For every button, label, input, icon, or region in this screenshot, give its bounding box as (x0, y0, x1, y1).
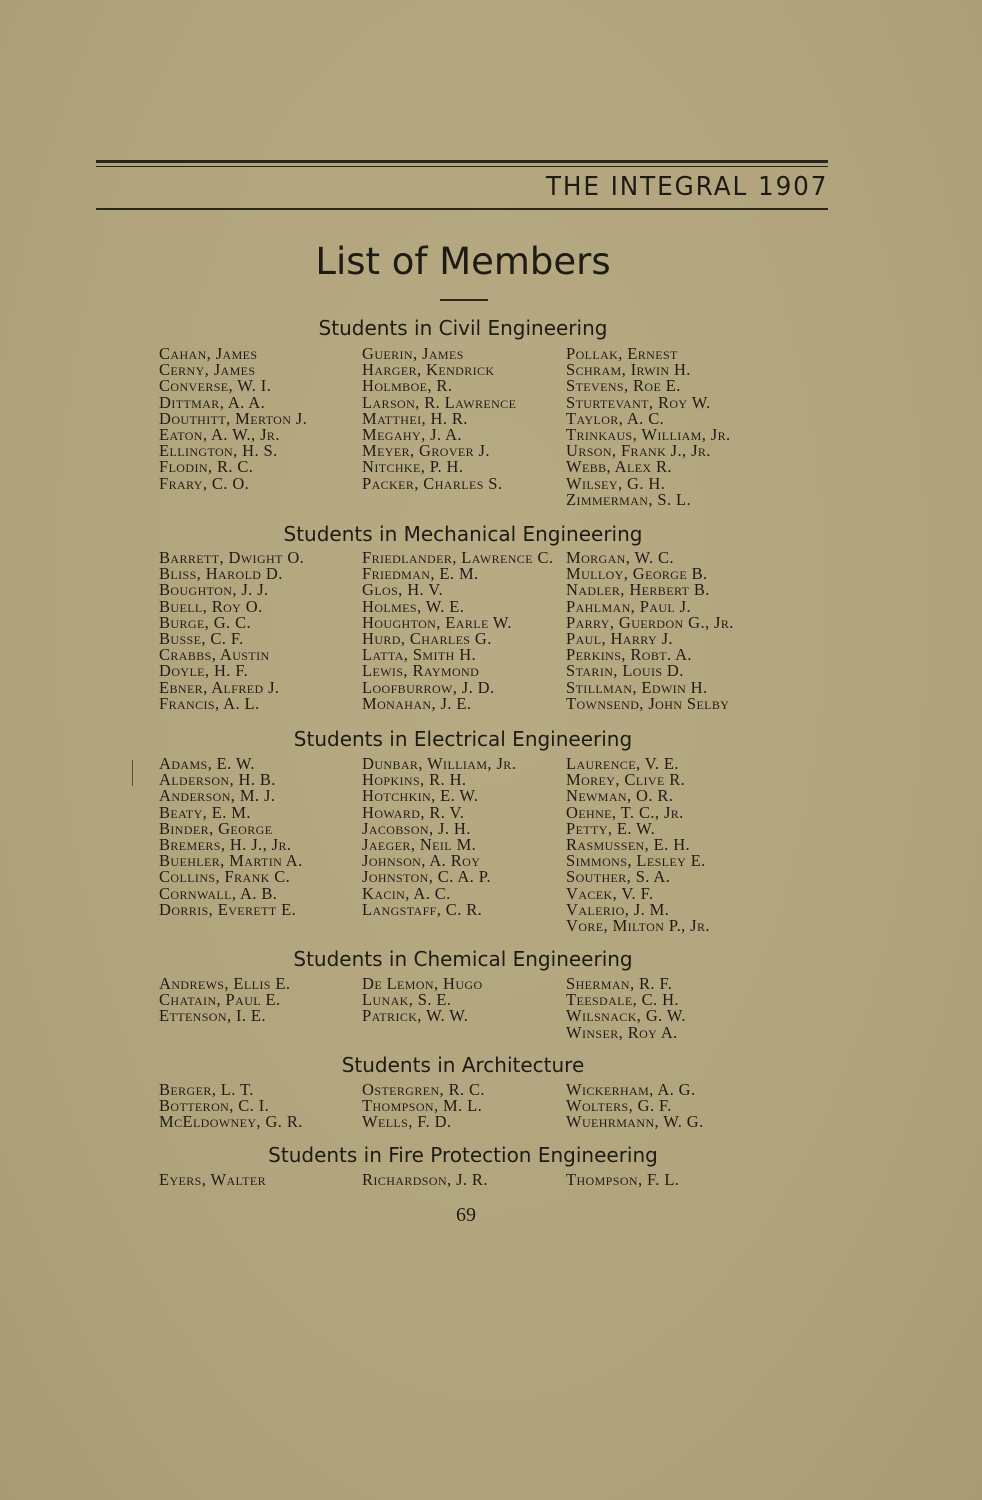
section-heading: Students in Fire Protection Engineering (268, 1143, 658, 1167)
member-column (362, 550, 553, 712)
member-name: Harger, Kendrick (362, 360, 495, 380)
member-name: Francis, A. L. (159, 693, 260, 713)
member-name: Souther, S. A. (566, 867, 671, 887)
member-name: Wuehrmann, W. G. (566, 1112, 704, 1132)
member-name: Ostergren, R. C. (362, 1080, 485, 1099)
member-column (362, 976, 483, 1025)
member-name: Chatain, Paul E. (159, 990, 281, 1010)
member-name: Vacek, V. F. (566, 883, 654, 903)
section-heading: Students in Mechanical Engineering (283, 522, 643, 546)
member-name: Burge, G. C. (159, 612, 252, 632)
member-name: Crabbs, Austin (159, 645, 270, 665)
member-name: Dorris, Everett E. (159, 899, 297, 919)
member-name: Stevens, Roe E. (566, 376, 681, 396)
page-title: List of Members (315, 240, 611, 283)
member-name: Valerio, J. M. (566, 899, 670, 919)
member-name: Wilsey, G. H. (566, 473, 666, 493)
member-name: Boughton, J. J. (159, 580, 269, 600)
member-name: Loofburrow, J. D. (362, 677, 495, 697)
member-name: Laurence, V. E. (566, 754, 679, 773)
member-name: Eaton, A. W., Jr. (159, 424, 280, 444)
member-name: Zimmerman, S. L. (566, 489, 692, 509)
member-name: Parry, Guerdon G., Jr. (566, 612, 734, 632)
member-name: Collins, Frank C. (159, 867, 291, 887)
member-column (566, 976, 686, 1041)
member-column (159, 976, 290, 1025)
member-name: Starin, Louis D. (566, 661, 684, 681)
member-name: Flodin, R. C. (159, 457, 254, 477)
member-name: Oehne, T. C., Jr. (566, 802, 684, 822)
member-name: Webb, Alex R. (566, 457, 672, 477)
member-name: Douthitt, Merton J. (159, 408, 308, 428)
member-name: Eyers, Walter (159, 1170, 267, 1189)
member-name: Schram, Irwin H. (566, 360, 691, 380)
section-heading: Students in Electrical Engineering (293, 727, 633, 751)
member-name: Friedman, E. M. (362, 564, 479, 584)
section-heading: Students in Architecture (341, 1053, 585, 1077)
header-rule-bottom (96, 208, 828, 210)
member-name: Barrett, Dwight O. (159, 548, 305, 567)
member-name: Sherman, R. F. (566, 974, 673, 993)
section-heading: Students in Chemical Engineering (293, 947, 633, 971)
running-head: THE INTEGRAL 1907 (545, 172, 828, 202)
member-column (362, 756, 516, 918)
member-name: Morgan, W. C. (566, 548, 674, 567)
member-column (159, 550, 304, 712)
member-column (362, 346, 516, 492)
member-name: Hotchkin, E. W. (362, 786, 479, 806)
member-name: Paul, Harry J. (566, 628, 673, 648)
member-name: Cerny, James (159, 360, 256, 380)
member-column (566, 756, 710, 934)
member-name: Petty, E. W. (566, 818, 656, 838)
member-name: Buehler, Martin A. (159, 851, 303, 871)
member-name: Johnston, C. A. P. (362, 867, 491, 887)
member-name: Johnson, A. Roy (362, 851, 481, 871)
member-name: Jaeger, Neil M. (362, 834, 477, 854)
member-name: Ettenson, I. E. (159, 1006, 266, 1026)
member-name: Friedlander, Lawrence C. (362, 548, 554, 567)
member-name: Sturtevant, Roy W. (566, 392, 711, 412)
member-name: Glos, H. V. (362, 580, 444, 600)
member-name: Latta, Smith H. (362, 645, 477, 665)
member-name: Larson, R. Lawrence (362, 392, 517, 412)
member-name: Teesdale, C. H. (566, 990, 679, 1010)
member-name: Thompson, M. L. (362, 1096, 483, 1116)
member-name: Holmboe, R. (362, 376, 453, 396)
member-name: Perkins, Robt. A. (566, 645, 692, 665)
member-name: Converse, W. I. (159, 376, 272, 396)
member-name: Jacobson, J. H. (362, 818, 471, 838)
member-name: Hurd, Charles G. (362, 628, 492, 648)
member-name: Monahan, J. E. (362, 693, 472, 713)
member-name: Stillman, Edwin H. (566, 677, 708, 697)
member-name: Newman, O. R. (566, 786, 674, 806)
member-name: Vore, Milton P., Jr. (566, 915, 710, 935)
member-name: Binder, George (159, 818, 273, 838)
member-column (566, 346, 731, 508)
member-column (566, 1172, 679, 1188)
member-name: Nitchke, P. H. (362, 457, 464, 477)
member-name: Mulloy, George B. (566, 564, 708, 584)
member-name: Berger, L. T. (159, 1080, 254, 1099)
member-name: Frary, C. O. (159, 473, 250, 493)
member-name: Wickerham, A. G. (566, 1080, 696, 1099)
member-name: Botteron, C. I. (159, 1096, 270, 1116)
member-name: Pahlman, Paul J. (566, 596, 692, 616)
margin-mark (132, 760, 133, 786)
member-name: Taylor, A. C. (566, 408, 665, 428)
page-number: 69 (456, 1204, 476, 1226)
member-column (566, 550, 734, 712)
member-name: Beaty, E. M. (159, 802, 251, 822)
member-column (362, 1082, 485, 1131)
member-name: Langstaff, C. R. (362, 899, 483, 919)
member-name: Howard, R. V. (362, 802, 465, 822)
member-name: Lewis, Raymond (362, 661, 480, 681)
member-name: Meyer, Grover J. (362, 441, 490, 461)
member-name: McEldowney, G. R. (159, 1112, 303, 1132)
member-name: Megahy, J. A. (362, 424, 462, 444)
member-column (159, 756, 303, 918)
header-rule-top (96, 160, 828, 163)
member-name: Thompson, F. L. (566, 1170, 680, 1189)
member-name: Dittmar, A. A. (159, 392, 266, 412)
member-name: Bremers, H. J., Jr. (159, 834, 292, 854)
member-name: Townsend, John Selby (566, 693, 730, 713)
member-name: Ellington, H. S. (159, 441, 278, 461)
member-name: Buell, Roy O. (159, 596, 263, 616)
member-name: Doyle, H. F. (159, 661, 249, 681)
member-name: Cahan, James (159, 344, 258, 363)
member-column (566, 1082, 704, 1131)
member-name: Bliss, Harold D. (159, 564, 283, 584)
header-rule-top-thin (96, 166, 828, 167)
member-name: Rasmussen, E. H. (566, 834, 691, 854)
member-column (362, 1172, 488, 1188)
member-name: Simmons, Lesley E. (566, 851, 706, 871)
member-name: Guerin, James (362, 344, 464, 363)
member-name: Kacin, A. C. (362, 883, 451, 903)
member-name: Wolters, G. F. (566, 1096, 672, 1116)
section-heading: Students in Civil Engineering (318, 316, 608, 340)
member-name: Alderson, H. B. (159, 770, 276, 790)
member-name: Nadler, Herbert B. (566, 580, 710, 600)
member-name: Houghton, Earle W. (362, 612, 512, 632)
member-name: Busse, C. F. (159, 628, 244, 648)
member-column (159, 1082, 303, 1131)
member-name: Richardson, J. R. (362, 1170, 488, 1189)
member-name: Winser, Roy A. (566, 1022, 678, 1042)
member-name: Urson, Frank J., Jr. (566, 441, 711, 461)
member-name: Holmes, W. E. (362, 596, 465, 616)
member-name: De Lemon, Hugo (362, 974, 483, 993)
title-rule (440, 299, 488, 301)
member-name: Cornwall, A. B. (159, 883, 278, 903)
member-name: Patrick, W. W. (362, 1006, 469, 1026)
member-name: Andrews, Ellis E. (159, 974, 291, 993)
member-name: Lunak, S. E. (362, 990, 452, 1010)
member-name: Wilsnack, G. W. (566, 1006, 686, 1026)
member-name: Matthei, H. R. (362, 408, 468, 428)
member-column (159, 346, 307, 492)
member-name: Adams, E. W. (159, 754, 255, 773)
member-name: Anderson, M. J. (159, 786, 276, 806)
member-name: Pollak, Ernest (566, 344, 678, 363)
member-name: Ebner, Alfred J. (159, 677, 280, 697)
member-name: Hopkins, R. H. (362, 770, 467, 790)
member-name: Wells, F. D. (362, 1112, 452, 1132)
member-name: Packer, Charles S. (362, 473, 503, 493)
member-name: Morey, Clive R. (566, 770, 686, 790)
member-column (159, 1172, 266, 1188)
member-name: Dunbar, William, Jr. (362, 754, 517, 773)
member-name: Trinkaus, William, Jr. (566, 424, 731, 444)
